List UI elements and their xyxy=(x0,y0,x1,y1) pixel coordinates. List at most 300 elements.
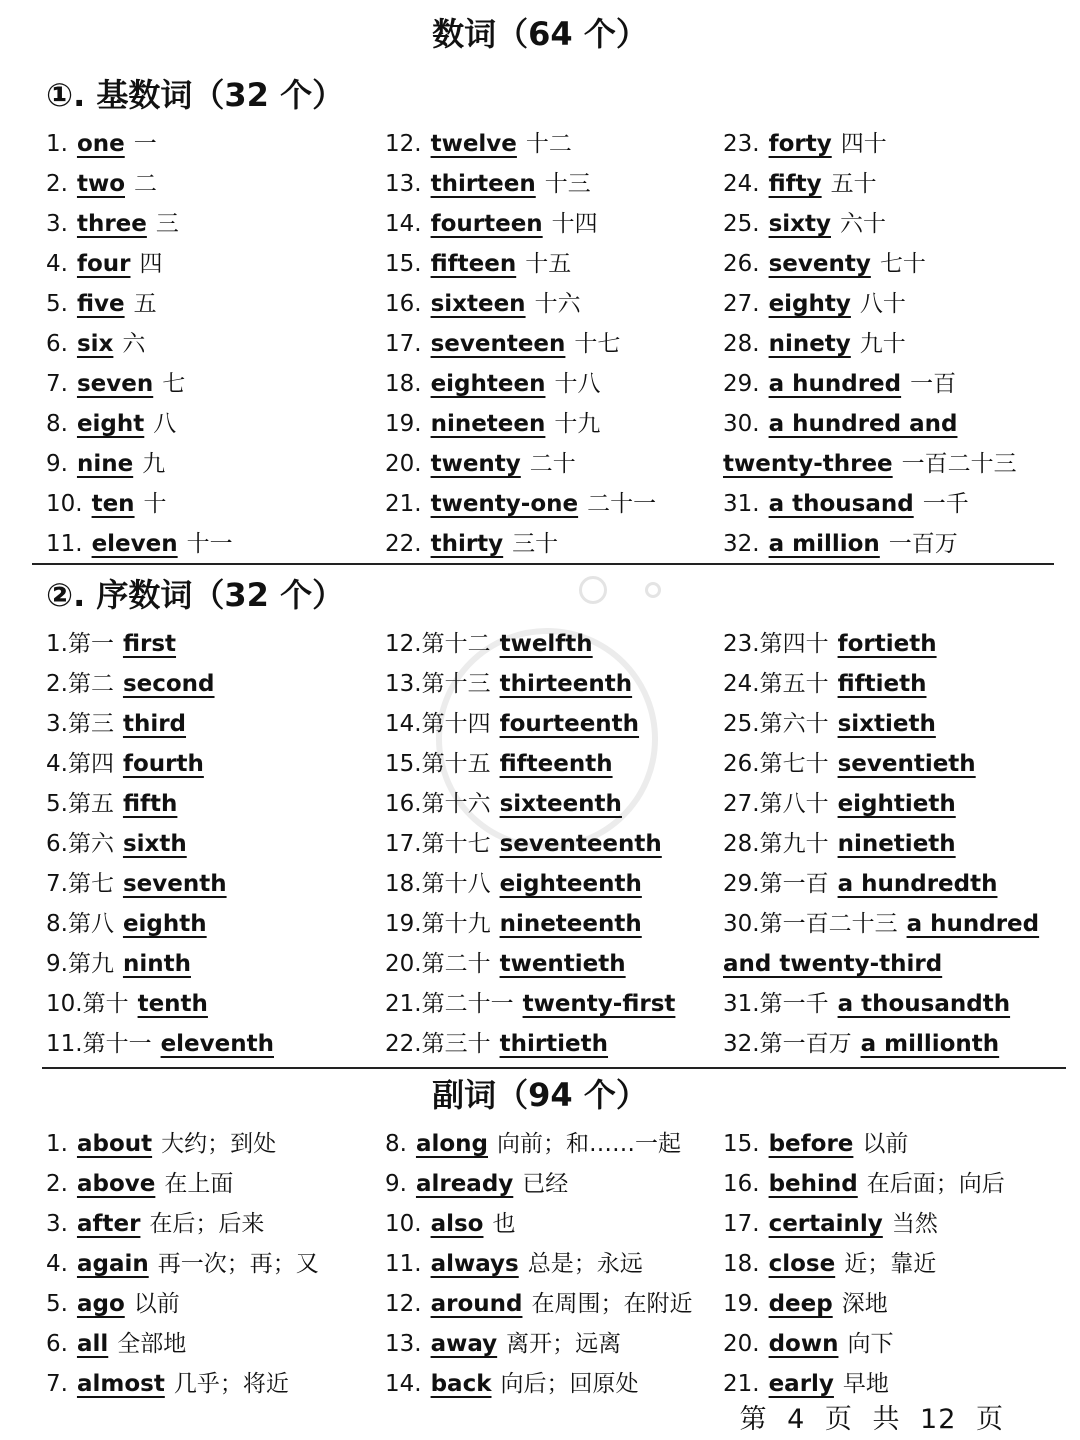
english-word: twentieth xyxy=(499,951,626,977)
item-number: 13.第十三 xyxy=(385,671,491,697)
item-number: 32. xyxy=(723,531,760,557)
english-word: thirteenth xyxy=(499,671,633,697)
list-item xyxy=(46,444,396,484)
list-item xyxy=(385,164,735,204)
item-number: 30.第一百二十三 xyxy=(723,911,898,937)
english-word: sixteenth xyxy=(499,791,622,817)
english-word: two xyxy=(76,171,125,197)
item-number: 17. xyxy=(385,331,422,357)
chinese-meaning: 二十 xyxy=(529,451,576,477)
english-word: already xyxy=(415,1171,514,1197)
list-item xyxy=(385,1164,735,1204)
chinese-meaning: 一百二十三 xyxy=(901,451,1017,477)
list-item xyxy=(723,164,1073,204)
list-item xyxy=(723,784,1073,824)
list-item xyxy=(385,324,735,364)
english-word: eighteen xyxy=(430,371,546,397)
numerals-title: 数词（64 个） xyxy=(432,15,648,53)
english-word: fifty xyxy=(768,171,822,197)
english-word: away xyxy=(430,1331,498,1357)
item-number: 7.第七 xyxy=(46,871,114,897)
english-word: eleven xyxy=(91,531,178,557)
chinese-meaning: 向前；和……一起 xyxy=(497,1131,681,1157)
english-word: before xyxy=(768,1131,854,1157)
chinese-meaning: 大约；到处 xyxy=(161,1131,277,1157)
english-word: seventieth xyxy=(837,751,976,777)
adverbs-col-1 xyxy=(46,1124,396,1404)
adverbs-col-2 xyxy=(385,1124,735,1404)
item-number: 26. xyxy=(723,251,760,277)
english-word: sixteen xyxy=(430,291,526,317)
list-item xyxy=(46,944,396,984)
item-number: 8. xyxy=(385,1131,407,1157)
english-word: behind xyxy=(768,1171,858,1197)
chinese-meaning: 三十 xyxy=(512,531,559,557)
item-number: 14.第十四 xyxy=(385,711,491,737)
item-number: 16. xyxy=(385,291,422,317)
chinese-meaning: 十 xyxy=(143,491,167,517)
english-word: nineteen xyxy=(430,411,546,437)
list-item xyxy=(723,444,1073,484)
chinese-meaning: 七 xyxy=(162,371,186,397)
item-number: 25. xyxy=(723,211,760,237)
item-number: 11. xyxy=(385,1251,422,1277)
english-word: fourteenth xyxy=(499,711,640,737)
chinese-meaning: 一 xyxy=(133,131,157,157)
item-number: 20. xyxy=(723,1331,760,1357)
item-number: 13. xyxy=(385,171,422,197)
english-word: sixtieth xyxy=(837,711,936,737)
item-number: 6.第六 xyxy=(46,831,114,857)
english-word: eighth xyxy=(122,911,207,937)
item-number: 9. xyxy=(46,451,68,477)
item-number: 3. xyxy=(46,1211,68,1237)
list-item xyxy=(46,524,396,564)
item-number: 12. xyxy=(385,131,422,157)
english-word: all xyxy=(76,1331,109,1357)
list-item xyxy=(46,244,396,284)
item-number: 18. xyxy=(723,1251,760,1277)
list-item xyxy=(385,444,735,484)
english-word: fifteenth xyxy=(499,751,613,777)
list-item xyxy=(385,484,735,524)
item-number: 25.第六十 xyxy=(723,711,829,737)
list-item xyxy=(385,984,735,1024)
item-number: 9.第九 xyxy=(46,951,114,977)
english-word: fourth xyxy=(122,751,204,777)
english-word: ninth xyxy=(122,951,191,977)
list-item xyxy=(723,744,1073,784)
english-word: a thousand xyxy=(768,491,914,517)
list-item xyxy=(385,784,735,824)
english-word: sixty xyxy=(768,211,831,237)
list-item xyxy=(46,204,396,244)
item-number: 6. xyxy=(46,1331,68,1357)
list-item xyxy=(46,484,396,524)
item-number: 19. xyxy=(723,1291,760,1317)
list-item xyxy=(385,1244,735,1284)
list-item xyxy=(385,244,735,284)
item-number: 5. xyxy=(46,291,68,317)
item-number: 3. xyxy=(46,211,68,237)
item-number: 1. xyxy=(46,131,68,157)
english-word: five xyxy=(76,291,125,317)
chinese-meaning: 一百万 xyxy=(888,531,958,557)
item-number: 28. xyxy=(723,331,760,357)
chinese-meaning: 在周围；在附近 xyxy=(531,1291,693,1317)
chinese-meaning: 五 xyxy=(133,291,157,317)
list-item xyxy=(723,944,1073,984)
item-number: 12.第十二 xyxy=(385,631,491,657)
chinese-meaning: 也 xyxy=(492,1211,516,1237)
english-word: seventeen xyxy=(430,331,566,357)
list-item xyxy=(723,1364,1073,1404)
chinese-meaning: 以前 xyxy=(862,1131,909,1157)
section-divider-1 xyxy=(32,563,1054,565)
item-number: 16. xyxy=(723,1171,760,1197)
chinese-meaning: 三 xyxy=(155,211,179,237)
english-word: thirty xyxy=(430,531,504,557)
item-number: 7. xyxy=(46,1371,68,1397)
chinese-meaning: 十六 xyxy=(534,291,581,317)
item-number: 32.第一百万 xyxy=(723,1031,852,1057)
english-word: four xyxy=(76,251,131,277)
item-number: 5. xyxy=(46,1291,68,1317)
list-item xyxy=(46,284,396,324)
chinese-meaning: 深地 xyxy=(841,1291,888,1317)
english-word: ninetieth xyxy=(837,831,956,857)
item-number: 12. xyxy=(385,1291,422,1317)
english-word: around xyxy=(430,1291,523,1317)
item-number: 5.第五 xyxy=(46,791,114,817)
item-number: 4. xyxy=(46,251,68,277)
item-number: 29.第一百 xyxy=(723,871,829,897)
item-number: 26.第七十 xyxy=(723,751,829,777)
list-item xyxy=(385,824,735,864)
item-number: 8.第八 xyxy=(46,911,114,937)
item-number: 22. xyxy=(385,531,422,557)
list-item xyxy=(385,1024,735,1064)
adverbs-col-3 xyxy=(723,1124,1073,1404)
list-item xyxy=(385,744,735,784)
list-item xyxy=(723,484,1073,524)
chinese-meaning: 全部地 xyxy=(117,1331,187,1357)
list-item xyxy=(385,1124,735,1164)
chinese-meaning: 一百 xyxy=(910,371,957,397)
chinese-meaning: 二十一 xyxy=(587,491,657,517)
english-word: a hundred and xyxy=(768,411,958,437)
list-item xyxy=(385,624,735,664)
english-word: fiftieth xyxy=(837,671,927,697)
item-number: 15. xyxy=(385,251,422,277)
watermark-dot xyxy=(645,582,661,598)
list-item xyxy=(723,284,1073,324)
english-word: along xyxy=(415,1131,488,1157)
ordinal-heading: ②. 序数词（32 个） xyxy=(46,576,345,614)
item-number: 15.第十五 xyxy=(385,751,491,777)
english-word: fifth xyxy=(122,791,178,817)
adverbs-title: 副词（94 个） xyxy=(432,1076,648,1114)
english-word: a hundred xyxy=(768,371,902,397)
item-number: 18. xyxy=(385,371,422,397)
list-item xyxy=(385,524,735,564)
chinese-meaning: 六十 xyxy=(839,211,886,237)
list-item xyxy=(46,664,396,704)
list-item xyxy=(723,324,1073,364)
page-number: 第 4 页 共 12 页 xyxy=(739,1404,1004,1435)
item-number: 28.第九十 xyxy=(723,831,829,857)
english-word: fifteen xyxy=(430,251,517,277)
english-word: one xyxy=(76,131,125,157)
item-number: 9. xyxy=(385,1171,407,1197)
english-word: tenth xyxy=(137,991,208,1017)
item-number: 21. xyxy=(723,1371,760,1397)
list-item xyxy=(723,204,1073,244)
english-word: back xyxy=(430,1371,492,1397)
list-item xyxy=(723,1284,1073,1324)
cardinal-heading: ①. 基数词（32 个） xyxy=(46,76,345,114)
item-number: 17. xyxy=(723,1211,760,1237)
list-item xyxy=(385,1364,735,1404)
chinese-meaning: 当然 xyxy=(891,1211,938,1237)
english-word: above xyxy=(76,1171,156,1197)
english-word: always xyxy=(430,1251,519,1277)
item-number: 2.第二 xyxy=(46,671,114,697)
english-word: a hundred xyxy=(906,911,1040,937)
list-item xyxy=(723,1024,1073,1064)
item-number: 8. xyxy=(46,411,68,437)
english-word: certainly xyxy=(768,1211,883,1237)
chinese-meaning: 早地 xyxy=(842,1371,889,1397)
english-word: early xyxy=(768,1371,834,1397)
item-number: 6. xyxy=(46,331,68,357)
english-word: fortieth xyxy=(837,631,937,657)
english-word: seven xyxy=(76,371,154,397)
english-word: twelve xyxy=(430,131,517,157)
list-item xyxy=(46,1284,396,1324)
english-word: forty xyxy=(768,131,832,157)
chinese-meaning: 总是；永远 xyxy=(527,1251,643,1277)
chinese-meaning: 七十 xyxy=(879,251,926,277)
list-item xyxy=(46,704,396,744)
list-item xyxy=(723,124,1073,164)
chinese-meaning: 离开；远离 xyxy=(506,1331,622,1357)
english-word: down xyxy=(768,1331,839,1357)
english-word: eightieth xyxy=(837,791,956,817)
chinese-meaning: 十四 xyxy=(551,211,598,237)
list-item xyxy=(46,364,396,404)
chinese-meaning: 二 xyxy=(134,171,157,197)
chinese-meaning: 十二 xyxy=(525,131,572,157)
item-number: 10.第十 xyxy=(46,991,129,1017)
list-item xyxy=(46,824,396,864)
list-item xyxy=(385,124,735,164)
list-item xyxy=(723,244,1073,284)
chinese-meaning: 在后面；向后 xyxy=(866,1171,1005,1197)
english-word: ten xyxy=(91,491,135,517)
list-item xyxy=(385,204,735,244)
cardinal-col-2 xyxy=(385,124,735,564)
item-number: 4. xyxy=(46,1251,68,1277)
list-item xyxy=(46,124,396,164)
item-number: 19.第十九 xyxy=(385,911,491,937)
chinese-meaning: 十一 xyxy=(186,531,233,557)
chinese-meaning: 向后；回原处 xyxy=(500,1371,639,1397)
ordinal-col-3 xyxy=(723,624,1073,1064)
chinese-meaning: 十七 xyxy=(574,331,621,357)
list-item xyxy=(385,284,735,324)
item-number: 22.第三十 xyxy=(385,1031,491,1057)
list-item xyxy=(723,1124,1073,1164)
list-item xyxy=(723,1164,1073,1204)
list-item xyxy=(723,404,1073,444)
list-item xyxy=(385,364,735,404)
list-item xyxy=(46,1204,396,1244)
item-number: 1. xyxy=(46,1131,68,1157)
chinese-meaning: 再一次；再；又 xyxy=(157,1251,319,1277)
english-word: second xyxy=(122,671,215,697)
english-word: deep xyxy=(768,1291,833,1317)
list-item xyxy=(46,984,396,1024)
list-item xyxy=(385,664,735,704)
item-number: 2. xyxy=(46,1171,68,1197)
list-item xyxy=(46,1164,396,1204)
item-number: 30. xyxy=(723,411,760,437)
english-word: nineteenth xyxy=(499,911,642,937)
item-number: 11. xyxy=(46,531,83,557)
chinese-meaning: 十三 xyxy=(544,171,591,197)
list-item xyxy=(723,1244,1073,1284)
list-item xyxy=(46,1364,396,1404)
english-word: fourteen xyxy=(430,211,543,237)
english-word: after xyxy=(76,1211,141,1237)
item-number: 21. xyxy=(385,491,422,517)
chinese-meaning: 一千 xyxy=(922,491,969,517)
english-word: twenty-first xyxy=(522,991,676,1017)
list-item xyxy=(723,984,1073,1024)
list-item xyxy=(385,1284,735,1324)
list-item xyxy=(46,1244,396,1284)
list-item xyxy=(46,404,396,444)
chinese-meaning: 十五 xyxy=(525,251,572,277)
list-item xyxy=(46,1324,396,1364)
ordinal-col-1 xyxy=(46,624,396,1064)
chinese-meaning: 十八 xyxy=(554,371,601,397)
list-item xyxy=(723,364,1073,404)
english-word: again xyxy=(76,1251,149,1277)
list-item xyxy=(385,904,735,944)
english-word: a hundredth xyxy=(837,871,998,897)
item-number: 20.第二十 xyxy=(385,951,491,977)
english-word: ninety xyxy=(768,331,851,357)
item-number: 4.第四 xyxy=(46,751,114,777)
section-divider-2 xyxy=(42,1067,1066,1069)
list-item xyxy=(385,1204,735,1244)
list-item xyxy=(46,744,396,784)
english-word: about xyxy=(76,1131,153,1157)
english-word: close xyxy=(768,1251,836,1277)
chinese-meaning: 八十 xyxy=(859,291,906,317)
item-number: 18.第十八 xyxy=(385,871,491,897)
chinese-meaning: 几乎；将近 xyxy=(173,1371,289,1397)
chinese-meaning: 九十 xyxy=(859,331,906,357)
english-word: almost xyxy=(76,1371,165,1397)
list-item xyxy=(723,864,1073,904)
item-number: 24.第五十 xyxy=(723,671,829,697)
english-word: six xyxy=(76,331,114,357)
chinese-meaning: 已经 xyxy=(522,1171,569,1197)
item-number: 20. xyxy=(385,451,422,477)
list-item xyxy=(385,404,735,444)
item-number: 14. xyxy=(385,1371,422,1397)
english-word: first xyxy=(122,631,177,657)
list-item xyxy=(385,864,735,904)
chinese-meaning: 五十 xyxy=(830,171,877,197)
list-item xyxy=(723,904,1073,944)
item-number: 3.第三 xyxy=(46,711,114,737)
chinese-meaning: 六 xyxy=(122,331,146,357)
chinese-meaning: 向下 xyxy=(847,1331,894,1357)
list-item xyxy=(46,624,396,664)
list-item xyxy=(385,704,735,744)
item-number: 13. xyxy=(385,1331,422,1357)
list-item xyxy=(385,1324,735,1364)
list-item xyxy=(46,1124,396,1164)
list-item xyxy=(723,704,1073,744)
english-word: three xyxy=(76,211,147,237)
english-word: thirtieth xyxy=(499,1031,609,1057)
list-item xyxy=(46,784,396,824)
item-number: 27.第八十 xyxy=(723,791,829,817)
english-word: twenty-three xyxy=(723,451,893,477)
item-number: 14. xyxy=(385,211,422,237)
chinese-meaning: 八 xyxy=(153,411,177,437)
item-number: 1.第一 xyxy=(46,631,114,657)
item-number: 31. xyxy=(723,491,760,517)
chinese-meaning: 以前 xyxy=(133,1291,180,1317)
item-number: 17.第十七 xyxy=(385,831,491,857)
english-word: eighty xyxy=(768,291,851,317)
item-number: 10. xyxy=(385,1211,422,1237)
item-number: 2. xyxy=(46,171,68,197)
list-item xyxy=(723,524,1073,564)
item-number: 7. xyxy=(46,371,68,397)
english-word: twenty-one xyxy=(430,491,579,517)
english-word: seventh xyxy=(122,871,227,897)
english-word: third xyxy=(122,711,187,737)
english-word: a million xyxy=(768,531,880,557)
list-item xyxy=(723,624,1073,664)
list-item xyxy=(723,1324,1073,1364)
list-item xyxy=(46,904,396,944)
chinese-meaning: 在上面 xyxy=(164,1171,234,1197)
list-item xyxy=(46,324,396,364)
item-number: 21.第二十一 xyxy=(385,991,514,1017)
english-word: sixth xyxy=(122,831,187,857)
item-number: 19. xyxy=(385,411,422,437)
english-word: twenty xyxy=(430,451,521,477)
item-number: 10. xyxy=(46,491,83,517)
english-word: nine xyxy=(76,451,134,477)
list-item xyxy=(723,664,1073,704)
chinese-meaning: 九 xyxy=(142,451,166,477)
english-word: and twenty-third xyxy=(723,951,943,977)
item-number: 27. xyxy=(723,291,760,317)
english-word: a millionth xyxy=(860,1031,1000,1057)
list-item xyxy=(723,1204,1073,1244)
list-item xyxy=(46,164,396,204)
chinese-meaning: 十九 xyxy=(554,411,601,437)
